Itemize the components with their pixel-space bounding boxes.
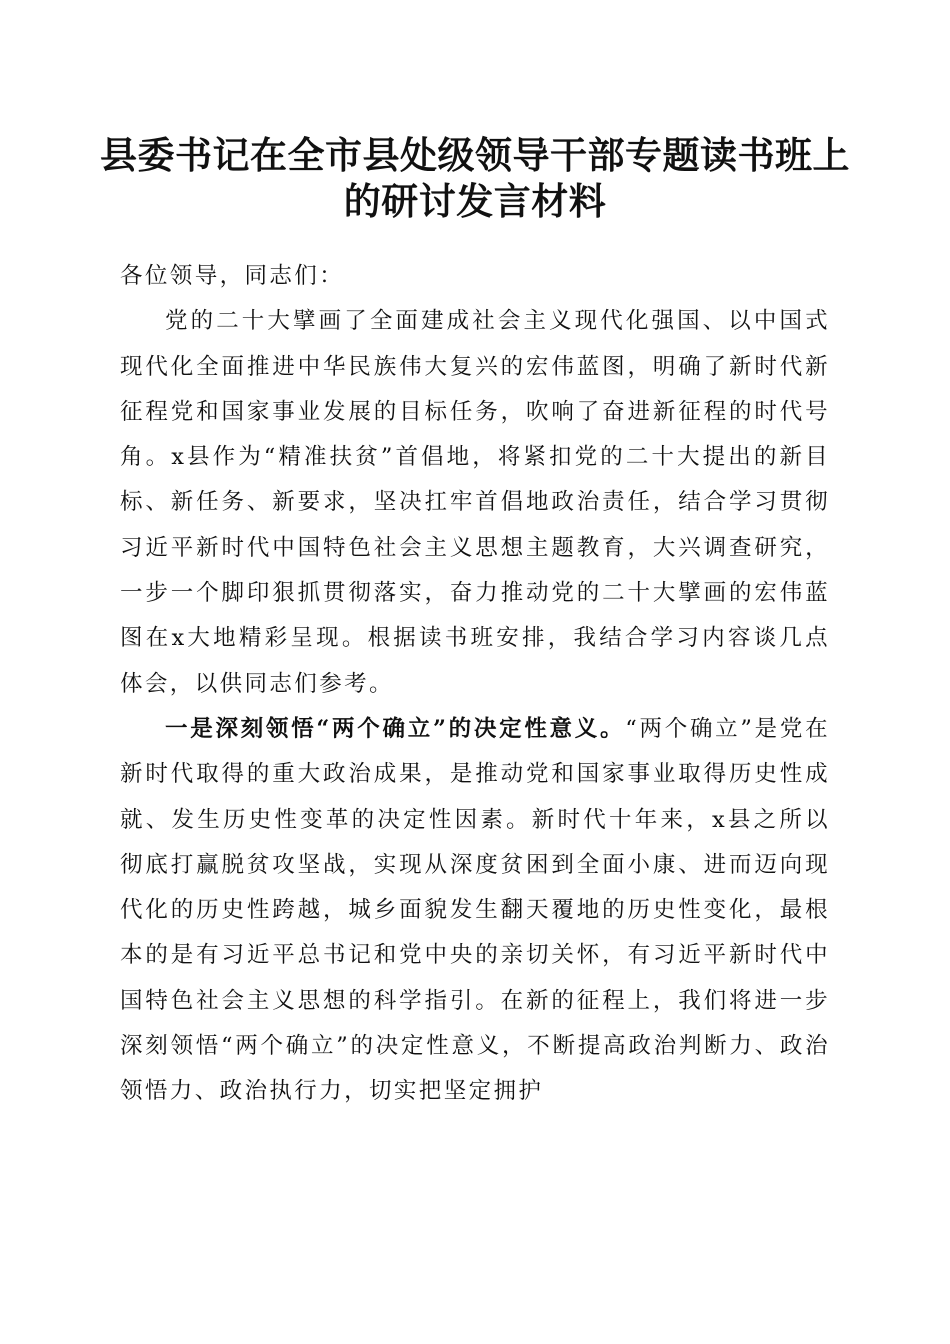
point-one-text: “两个确立”是党在新时代取得的重大政治成果，是推动党和国家事业取得历史性成就、发生历史性变革的决定性因素。新时代十年来，x县之所以彻底打赢脱贫攻坚战，实现从深度贫困到全面小康、进而迈向现代化的历史性跨越，城乡面貌发生翻天覆地的历史性变化，最根本的是有习近平总书记和党中央的亲切关怀，有习近平新时代中国特色社会主义思想的科学指引。在新的征程上，我们将进一步深刻领悟“两个确立”的决定性意义，不断提高政治判断力、政治领悟力、政治执行力，切实把坚定拥护: [120, 715, 830, 1105]
title-line-2: 的研讨发言材料: [343, 179, 607, 223]
paragraph-intro: 党的二十大擘画了全面建成社会主义现代化强国、以中国式现代化全面推进中华民族伟大复兴的宏伟蓝图，明确了新时代新征程党和国家事业发展的目标任务，吹响了奋进新征程的时代号角。x县作为“精准扶贫”首倡地，将紧扣党的二十大提出的新目标、新任务、新要求，坚决扛牢首倡地政治责任，结合学习贯彻习近平新时代中国特色社会主义思想主题教育，大兴调查研究，一步一个脚印狠抓贯彻落实，奋力推动党的二十大擘画的宏伟蓝图在x大地精彩呈现。根据读书班安排，我结合学习内容谈几点体会，以供同志们参考。: [120, 308, 830, 697]
document-title: [100, 132, 850, 224]
title-line-1: 县委书记在全市县处级领导干部专题读书班上: [100, 133, 850, 177]
paragraph-point-one: [120, 707, 830, 1115]
point-one-heading: 一是深刻领悟“两个确立”的决定性意义。: [165, 715, 626, 742]
salutation: 各位领导，同志们：: [120, 263, 345, 289]
document-body: [120, 254, 830, 1115]
